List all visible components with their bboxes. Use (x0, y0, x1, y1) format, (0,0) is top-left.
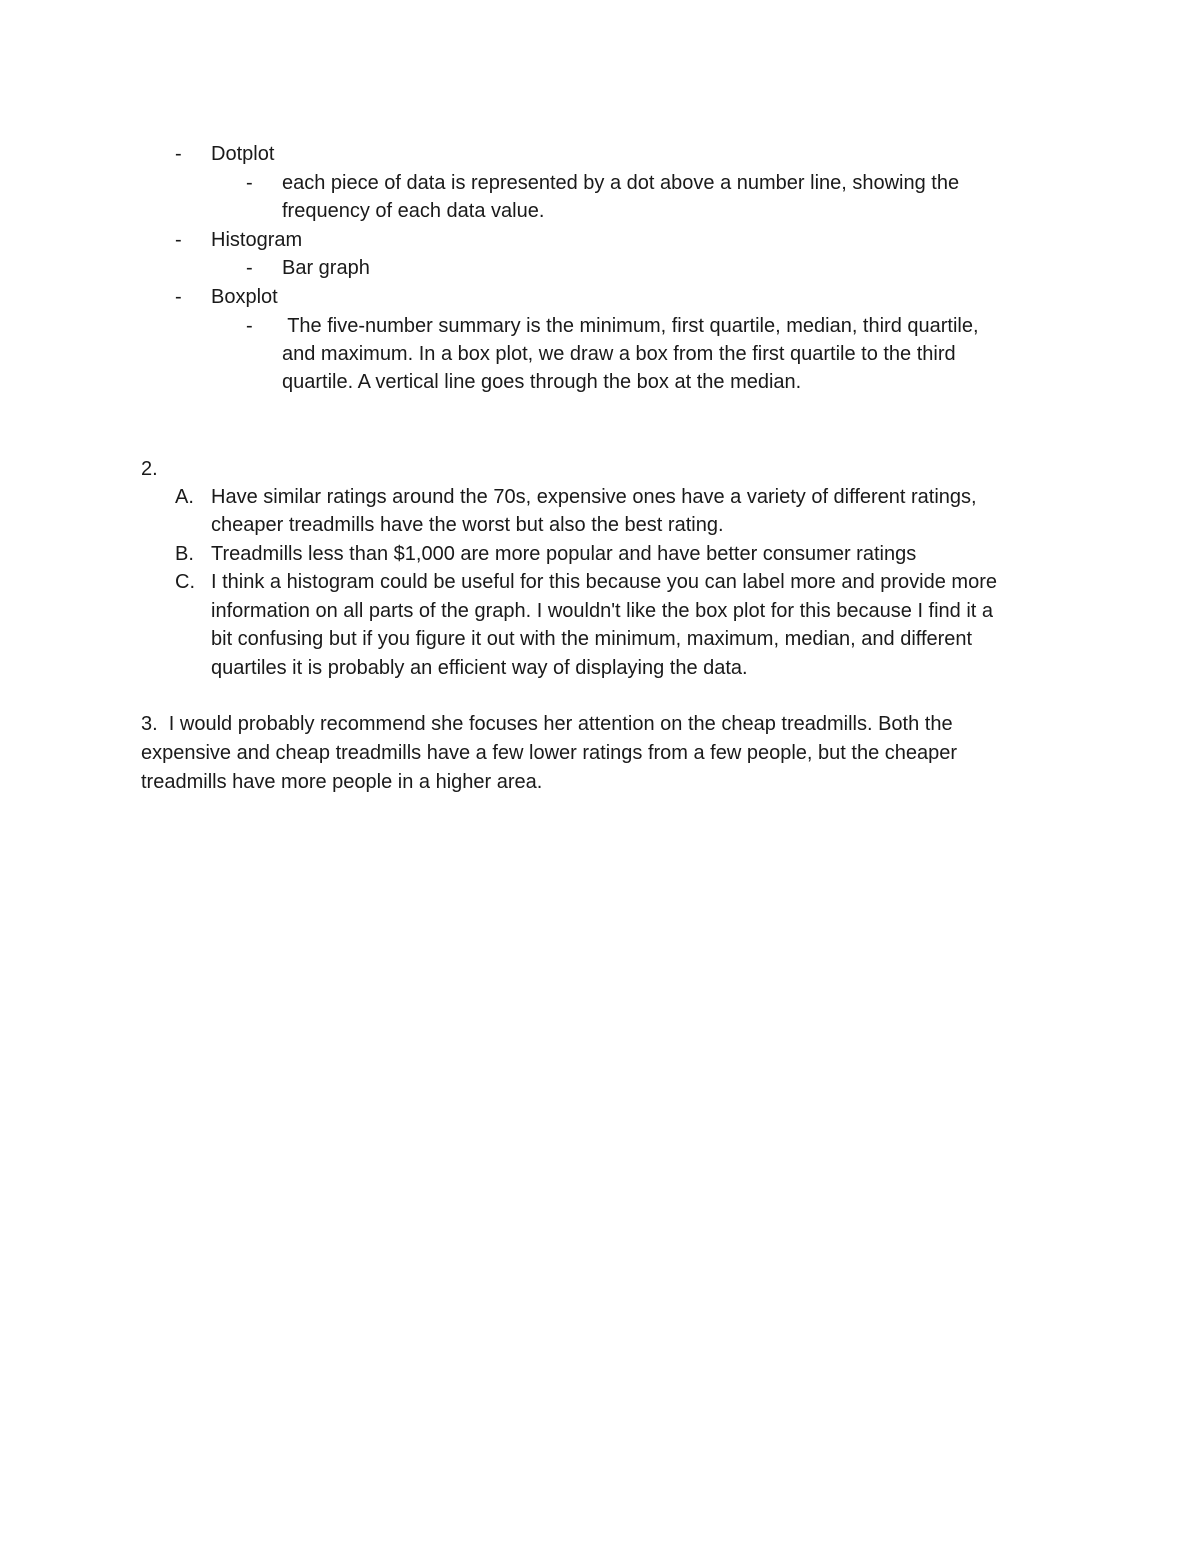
answer-line: I think a histogram could be useful for this because you can label more and provide more (211, 571, 997, 593)
section-number: 2. (141, 458, 158, 480)
answer-line: information on all parts of the graph. I wouldn't like the box plot for this because I find it a (211, 600, 994, 622)
list-marker-c: C. (175, 571, 195, 593)
sub-item-line: each piece of data is represented by a dot above a number line, showing the (282, 172, 960, 194)
answer-line: Have similar ratings around the 70s, expensive ones have a variety of different ratings, (211, 486, 977, 508)
sub-bullet-marker: - (246, 257, 253, 279)
bullet-marker: - (175, 143, 182, 165)
answer-line: bit confusing but if you figure it out with the minimum, maximum, median, and different (211, 628, 973, 650)
sub-bullet-marker: - (246, 172, 253, 194)
sub-bullet-marker: - (246, 315, 253, 337)
paragraph-line: expensive and cheap treadmills have a few lower ratings from a few people, but the cheaper (141, 742, 958, 764)
answer-line: cheaper treadmills have the worst but also the best rating. (211, 514, 724, 536)
list-item-histogram: Histogram (211, 229, 303, 251)
answer-line: quartiles it is probably an efficient way of displaying the data. (211, 657, 748, 679)
list-item-dotplot: Dotplot (211, 143, 275, 165)
bullet-marker: - (175, 286, 182, 308)
sub-item-line: quartile. A vertical line goes through the box at the median. (282, 371, 802, 393)
list-marker-b: B. (175, 543, 194, 565)
list-marker-a: A. (175, 486, 194, 508)
bullet-marker: - (175, 229, 182, 251)
paragraph-line: treadmills have more people in a higher area. (141, 771, 543, 793)
paragraph-line: 3. I would probably recommend she focuses her attention on the cheap treadmills. Both the (141, 713, 953, 735)
sub-item-line: frequency of each data value. (282, 200, 545, 222)
answer-line: Treadmills less than $1,000 are more popular and have better consumer ratings (211, 543, 917, 565)
list-item-boxplot: Boxplot (211, 286, 278, 308)
sub-item-line: Bar graph (282, 257, 370, 279)
sub-item-line: and maximum. In a box plot, we draw a box from the first quartile to the third (282, 343, 956, 365)
sub-item-line: The five-number summary is the minimum, first quartile, median, third quartile, (282, 315, 979, 337)
